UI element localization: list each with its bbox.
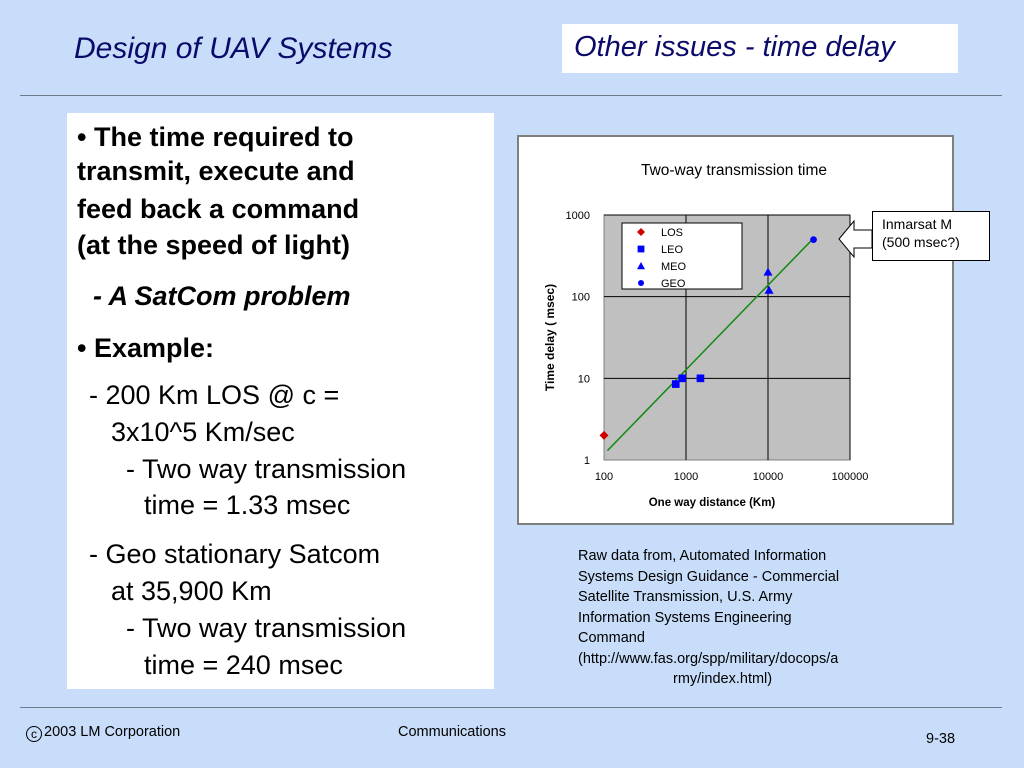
source-note [578,546,898,690]
topic-title: Other issues - time delay [562,24,958,73]
x-tick-label: 100000 [831,471,869,483]
legend-label: LOS [661,227,684,239]
y-axis-label: Time delay ( msec) [543,283,557,392]
bullet-line: feed back a command [77,194,360,224]
data-point-leo [678,375,686,383]
footer-center: Communications [398,724,506,740]
y-tick-label: 100 [571,291,590,304]
subpoint-line: 3x10^5 Km/sec [111,417,295,447]
x-tick-label: 10000 [752,471,784,483]
subpoint-line: - Geo stationary Satcom [89,539,381,569]
callout-arrow-icon [838,219,874,259]
subpoint-line: - A SatCom problem [93,281,351,311]
subsubpoint-line: time = 240 msec [144,650,343,680]
y-tick-label: 1000 [565,210,590,222]
chart-svg [519,137,952,523]
legend-label: LEO [661,244,684,256]
legend-marker-leo [638,246,645,253]
legend-marker-geo [638,280,644,286]
header-divider [20,95,1002,96]
source-line: Satellite Transmission, U.S. Army [578,589,793,605]
slide-title: Design of UAV Systems [74,32,393,65]
bullet-line: • The time required to [77,122,354,152]
x-axis-label: One way distance (Km) [648,497,776,509]
subpoint-line: at 35,900 Km [111,576,272,606]
chart-frame [517,135,954,525]
subsubpoint-line: - Two way transmission [126,454,407,484]
subpoint-line: - 200 Km LOS @ c = [89,380,340,410]
body-text-box [67,113,494,689]
subsubpoint-line: time = 1.33 msec [144,490,351,520]
subsubpoint-line: - Two way transmission [126,613,407,643]
y-tick-label: 10 [577,373,590,386]
legend-label: GEO [661,278,686,290]
chart-title: Two-way transmission time [640,162,828,179]
bullet-line: (at the speed of light) [77,230,350,260]
y-tick-label: 1 [583,455,590,467]
source-line: Command [578,630,645,646]
callout-line: (500 msec?) [882,234,960,250]
legend-label: MEO [661,261,687,273]
source-line: Information Systems Engineering [578,609,792,626]
source-line: rmy/index.html) [673,671,773,687]
copyright-text: 2003 LM Corporation [44,724,181,740]
x-tick-label: 1000 [673,471,699,483]
callout-line: Inmarsat M [882,216,953,232]
source-line: Systems Design Guidance - Commercial [578,568,840,585]
footer-copyright [26,724,180,742]
data-point-geo [810,236,817,243]
callout-box [872,211,990,261]
source-line: Raw data from, Automated Information [578,548,827,564]
footer-divider [20,707,1002,708]
bullet-line: • Example: [77,333,215,363]
source-line: (http://www.fas.org/spp/military/docops/a [578,650,839,667]
page-number: 9-38 [926,731,956,747]
bullet-line: transmit, execute and [77,156,355,186]
copyright-icon: c [26,726,42,742]
x-tick-label: 100 [594,471,614,483]
data-point-leo [697,375,705,383]
